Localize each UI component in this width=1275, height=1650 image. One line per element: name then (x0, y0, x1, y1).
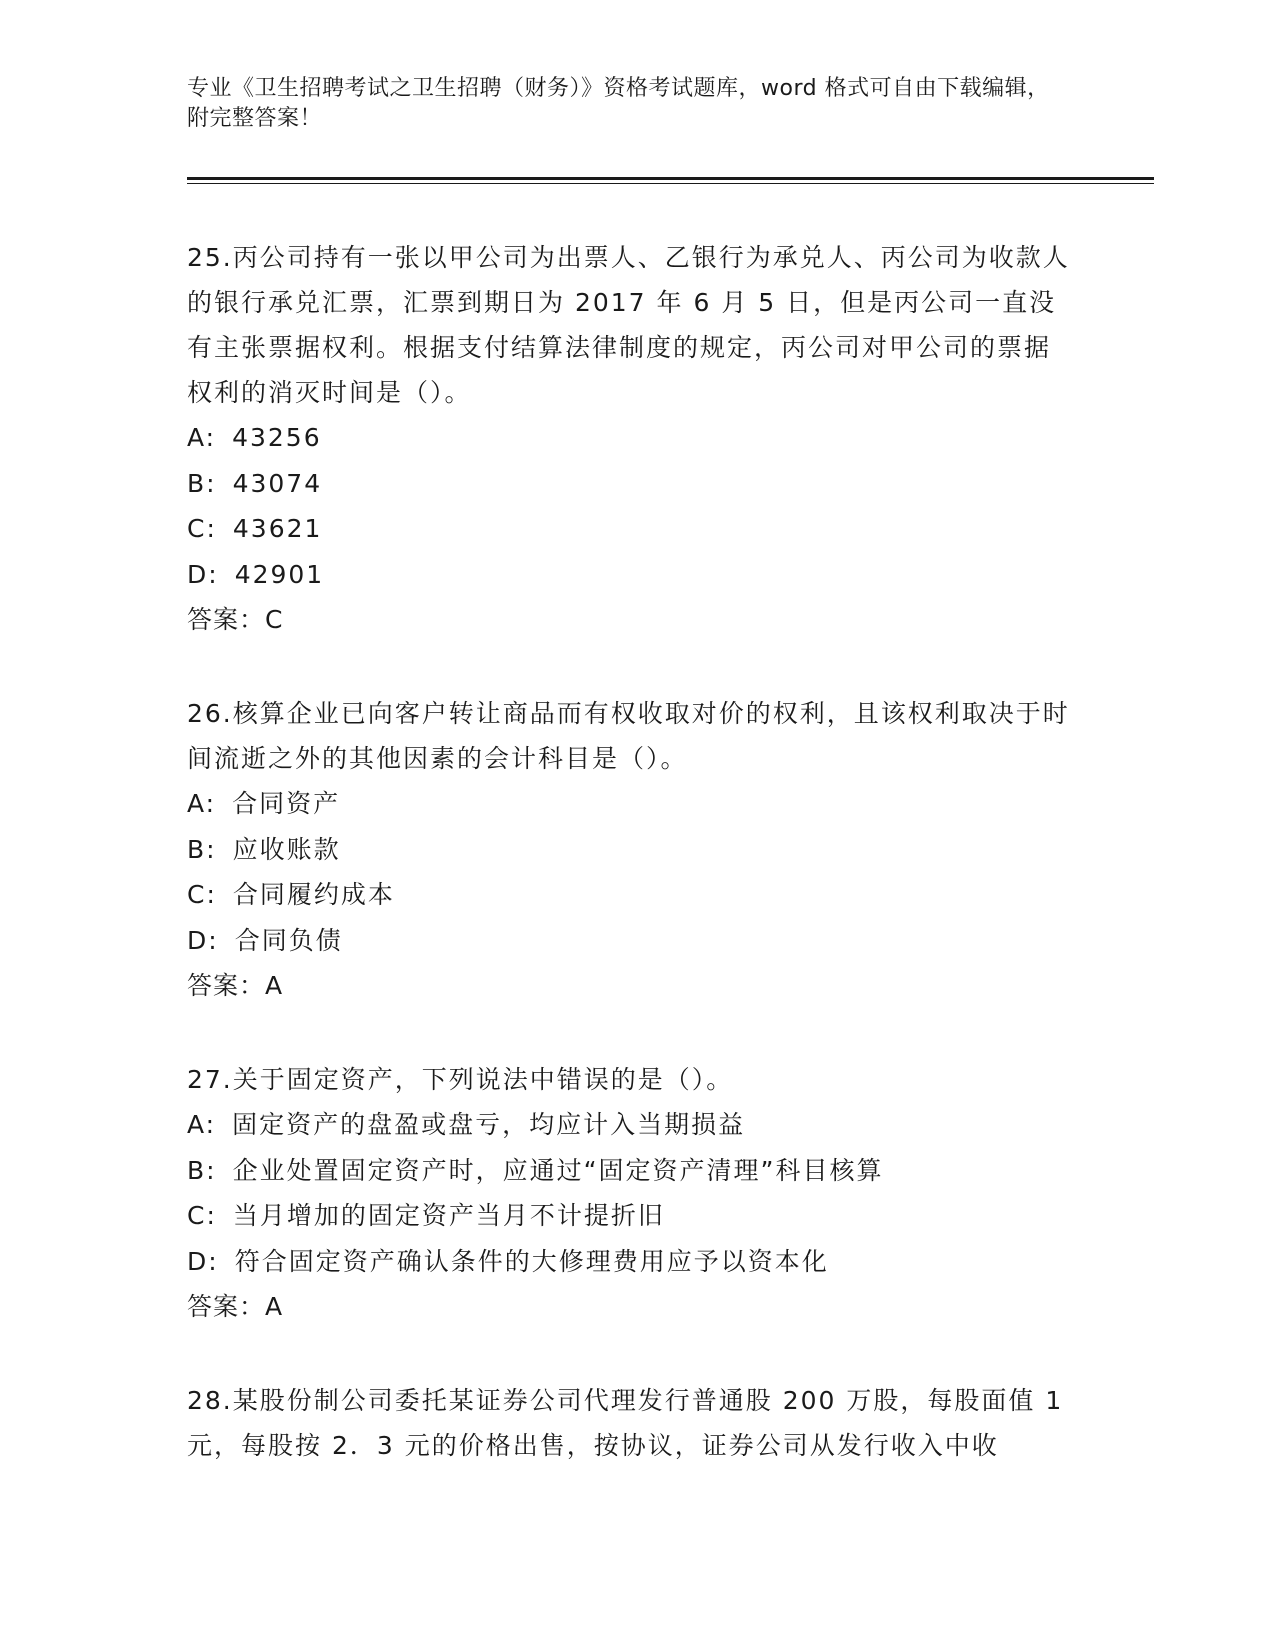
question-27 (187, 1057, 1077, 1330)
option-c (187, 1193, 1077, 1239)
option-label: A: (187, 1110, 217, 1139)
option-b (187, 827, 1077, 873)
option-text: 企业处置固定资产时，应通过“固定资产清理”科目核算 (232, 1155, 884, 1185)
option-label: C: (187, 514, 217, 543)
option-text: 43256 (232, 423, 322, 452)
option-d (187, 1239, 1077, 1285)
option-text: 应收账款 (232, 834, 341, 864)
option-text: 42901 (234, 559, 325, 589)
question-26 (187, 691, 1077, 1009)
question-stem: 27.关于固定资产，下列说法中错误的是（）。 (187, 1065, 734, 1094)
option-d (187, 918, 1077, 964)
option-label: A: (187, 423, 217, 452)
question-stem: 28.某股份制公司委托某证券公司代理发行普通股 200 万股，每股面值 1 元，每股按 2．3 元的价格出售，按协议，证券公司从发行收入中收 (187, 1386, 1064, 1460)
option-label: B: (187, 1155, 217, 1185)
option-a (187, 1102, 1077, 1148)
option-label: D: (187, 559, 219, 589)
option-b (187, 1148, 1077, 1194)
option-text: 合同履约成本 (232, 880, 395, 909)
question-stem: 25.丙公司持有一张以甲公司为出票人、乙银行为承兑人、丙公司为收款人的银行承兑汇票，汇票到期日为 2017 年 6 月 5 日，但是丙公司一直没有主张票据权利。根据支付结算法律制度的规定，丙公司对甲公司的票据权利的消灭时间是（）。 (187, 243, 1070, 407)
question-28 (187, 1378, 1077, 1468)
header-text: 专业《卫生招聘考试之卫生招聘（财务）》资格考试题库，word 格式可自由下载编辑，附完整答案！ (187, 76, 1050, 131)
option-c (187, 506, 1077, 552)
option-label: C: (187, 1201, 217, 1230)
answer-line: 答案：A (187, 1292, 284, 1321)
question-list (187, 235, 1077, 1516)
option-text: 合同负债 (234, 925, 343, 955)
option-a (187, 781, 1077, 827)
answer-line: 答案：C (187, 605, 284, 634)
option-text: 43074 (232, 468, 323, 498)
option-label: A: (187, 789, 217, 818)
option-c (187, 872, 1077, 918)
header-divider-thick (187, 177, 1154, 180)
option-label: D: (187, 925, 219, 955)
option-d (187, 552, 1077, 598)
option-text: 43621 (232, 514, 323, 543)
option-text: 当月增加的固定资产当月不计提折旧 (232, 1201, 665, 1230)
option-label: B: (187, 468, 217, 498)
question-stem: 26.核算企业已向客户转让商品而有权收取对价的权利，且该权利取决于时间流逝之外的其他因素的会计科目是（）。 (187, 699, 1070, 773)
question-25 (187, 235, 1077, 643)
answer-line: 答案：A (187, 971, 284, 1000)
option-label: C: (187, 880, 217, 909)
option-label: D: (187, 1246, 219, 1276)
option-a (187, 415, 1077, 461)
option-text: 合同资产 (232, 789, 341, 818)
header-divider-thin (187, 183, 1154, 184)
option-label: B: (187, 834, 217, 864)
option-b (187, 461, 1077, 507)
option-text: 符合固定资产确认条件的大修理费用应予以资本化 (234, 1246, 829, 1276)
option-text: 固定资产的盘盈或盘亏，均应计入当期损益 (232, 1110, 746, 1139)
